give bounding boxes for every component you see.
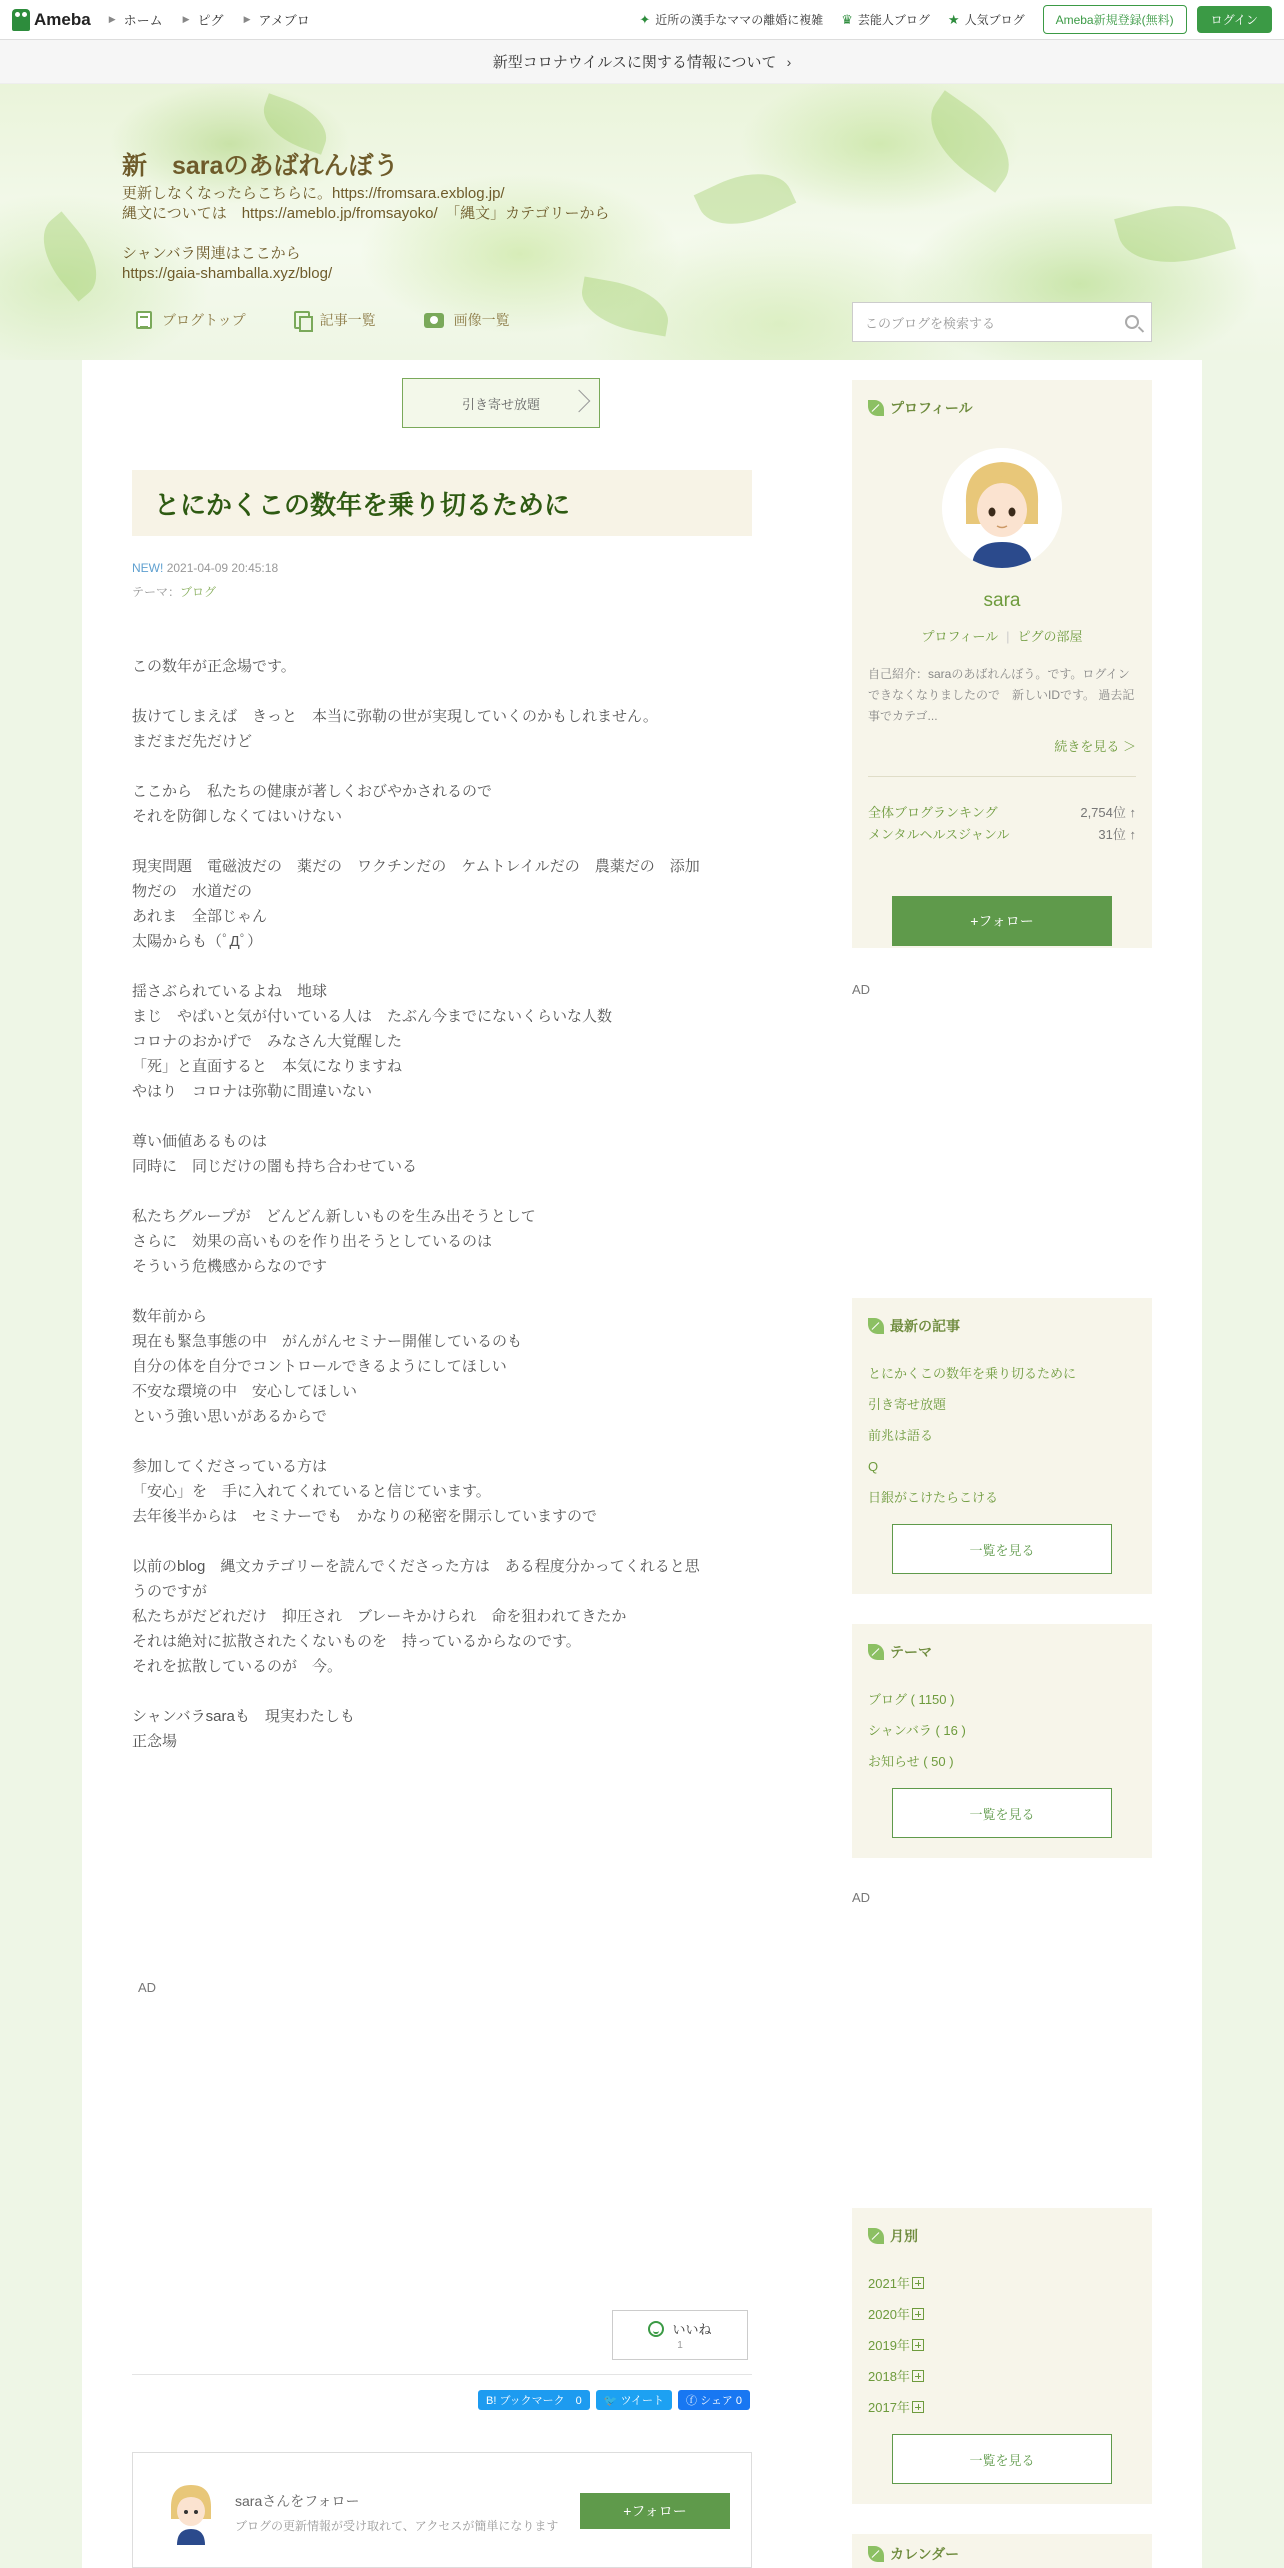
body-line: 現在も緊急事態の中 がんがんセミナー開催しているのも bbox=[132, 1333, 523, 1350]
profile-follow-button[interactable]: +フォロー bbox=[892, 896, 1112, 946]
body-line: やはり コロナは弥勒に間違いない bbox=[132, 1083, 373, 1100]
body-line: そういう危機感からなのです bbox=[132, 1258, 328, 1275]
like-label: いいね bbox=[672, 2322, 712, 2337]
divider: | bbox=[1006, 629, 1010, 644]
entry-title[interactable]: とにかくこの数年を乗り切るために bbox=[132, 470, 752, 536]
leaf-icon bbox=[868, 1318, 884, 1334]
like-count: 1 bbox=[677, 2340, 683, 2351]
twitter-icon: 🐦 bbox=[603, 2394, 618, 2407]
widget-heading bbox=[868, 398, 973, 418]
desc-line: シャンバラ関連はここから bbox=[122, 245, 301, 262]
body-line: 揺さぶられているよね 地球 bbox=[132, 983, 328, 1000]
smile-icon bbox=[648, 2321, 664, 2337]
desc-line: 更新しなくなったらこちらに。https://fromsara.exblog.jp/ bbox=[122, 185, 505, 202]
expand-icon[interactable] bbox=[912, 2277, 924, 2289]
leaf-icon bbox=[868, 2228, 884, 2244]
profile-name[interactable]: sara bbox=[983, 590, 1021, 611]
profile-links bbox=[852, 626, 1152, 645]
body-line: 太陽からも（ﾟДﾟ） bbox=[132, 933, 263, 950]
body-line: 現実問題 電磁波だの 薬だの ワクチンだの ケムトレイルだの 農薬だの 添加 bbox=[132, 858, 700, 875]
link-label: 人気ブログ bbox=[964, 13, 1025, 27]
body-line: シャンバラsaraも 現実わたしも bbox=[132, 1708, 355, 1725]
image-list-link[interactable] bbox=[424, 310, 510, 330]
header-right bbox=[639, 5, 1284, 34]
tweet-button[interactable] bbox=[596, 2390, 672, 2410]
global-header bbox=[0, 0, 1284, 40]
blog-header bbox=[0, 84, 1284, 360]
monthly-archive-widget bbox=[852, 2208, 1152, 2504]
body-line: この数年が正念場です。 bbox=[132, 658, 296, 675]
global-nav bbox=[109, 10, 330, 29]
leaf-decoration bbox=[577, 277, 673, 337]
leaf-decoration bbox=[913, 90, 1026, 192]
theme-link[interactable]: シャンバラ ( 16 ) bbox=[868, 1723, 966, 1738]
paragraph-break bbox=[132, 1429, 752, 1454]
crown-icon: ♛ bbox=[841, 11, 853, 27]
blog-nav-label: 記事一覧 bbox=[319, 312, 376, 328]
paragraph-break bbox=[132, 954, 752, 979]
paragraph-break bbox=[132, 1529, 752, 1554]
body-line: 「死」と直面すると 本気になりますね bbox=[132, 1058, 403, 1075]
blog-description bbox=[122, 184, 610, 284]
theme-prefix: テーマ： bbox=[132, 585, 181, 599]
featured-link[interactable] bbox=[639, 11, 823, 28]
body-line: 不安な環境の中 安心してほしい bbox=[132, 1383, 358, 1400]
covid-notice-bar[interactable] bbox=[0, 40, 1284, 84]
chevron-right-icon: › bbox=[786, 53, 792, 70]
body-line: 正念場 bbox=[132, 1733, 178, 1750]
body-line: まだまだ先だけど bbox=[132, 733, 253, 750]
blog-search-input[interactable] bbox=[852, 302, 1152, 342]
recent-entry-link[interactable]: とにかくこの数年を乗り切るために bbox=[868, 1366, 1077, 1381]
theme-widget bbox=[852, 1624, 1152, 1858]
body-line: それを拡散しているのが 今。 bbox=[132, 1658, 343, 1675]
paragraph-break bbox=[132, 829, 752, 854]
recent-entry-link[interactable]: 日銀がこけたらこける bbox=[868, 1490, 999, 1505]
month-item[interactable] bbox=[868, 2330, 924, 2361]
document-icon bbox=[136, 311, 152, 329]
nav-label: アメブロ bbox=[258, 13, 310, 28]
body-line: さらに 効果の高いものを作り出そうとしているのは bbox=[132, 1233, 493, 1250]
body-line: まじ やばいと気が付いている人は たぶん今までにないくらいな人数 bbox=[132, 1008, 613, 1025]
follow-button[interactable]: +フォロー bbox=[580, 2493, 730, 2529]
body-line: コロナのおかげで みなさん大覚醒した bbox=[132, 1033, 403, 1050]
body-line: 自分の体を自分でコントロールできるようにしてほしい bbox=[132, 1358, 507, 1375]
heading-label: テーマ bbox=[890, 1644, 932, 1660]
hatena-bookmark-button[interactable]: B! ブックマーク 0 bbox=[478, 2390, 590, 2410]
body-line: あれま 全部じゃん bbox=[132, 908, 268, 925]
ad-label: AD bbox=[138, 1980, 157, 1995]
blog-title[interactable]: 新 saraのあばれんぼう bbox=[122, 152, 399, 180]
nav-label: ピグ bbox=[197, 13, 224, 28]
see-all-months-button[interactable]: 一覧を見る bbox=[892, 2434, 1112, 2484]
desc-line: https://gaia-shamballa.xyz/blog/ bbox=[122, 265, 333, 282]
ameba-logo-text: Ameba bbox=[34, 9, 91, 29]
follow-card bbox=[132, 2452, 752, 2568]
body-line: それは絶対に拡散されたくないものを 持っているからなのです。 bbox=[132, 1633, 581, 1650]
leaf-icon bbox=[868, 1644, 884, 1660]
copy-icon bbox=[294, 311, 310, 329]
monthly-list bbox=[868, 2268, 924, 2423]
paragraph-break bbox=[132, 754, 752, 779]
blog-nav bbox=[136, 310, 558, 330]
follow-title: saraさんをフォロー bbox=[235, 2493, 360, 2509]
rank-value: 31位 ↑ bbox=[1098, 827, 1136, 842]
recent-entry-link[interactable]: 前兆は語る bbox=[868, 1428, 934, 1443]
paragraph-break bbox=[132, 1279, 752, 1304]
chevron-right-icon: ▶ bbox=[182, 14, 190, 24]
popular-blog-link[interactable] bbox=[948, 11, 1025, 28]
entry-body bbox=[132, 654, 752, 1754]
rank-value: 2,754位 ↑ bbox=[1080, 805, 1136, 820]
avatar bbox=[157, 2477, 225, 2545]
body-line: 同時に 同じだけの闇も持ち合わせている bbox=[132, 1158, 418, 1175]
body-line: ここから 私たちの健康が著しくおびやかされるので bbox=[132, 783, 493, 800]
chevron-right-icon: ▶ bbox=[243, 14, 251, 24]
ameba-frog-icon bbox=[12, 9, 30, 31]
new-badge: NEW! bbox=[132, 561, 164, 575]
recent-entries-list bbox=[868, 1358, 1076, 1513]
body-line: 抜けてしまえば きっと 本当に弥勒の世が実現していくのかもしれません。 bbox=[132, 708, 658, 725]
profile-intro: 自己紹介：saraのあばれんぼう。です。ログインできなくなりましたので 新しいIDです。 過去記事でカテゴ... bbox=[868, 667, 1135, 723]
paragraph-break bbox=[132, 1179, 752, 1204]
month-item[interactable] bbox=[868, 2392, 924, 2423]
link-label: 芸能人ブログ bbox=[857, 13, 930, 27]
entry-theme-link[interactable]: ブログ bbox=[180, 585, 217, 599]
month-label: 2021年 bbox=[868, 2276, 910, 2291]
next-entry-button[interactable] bbox=[402, 378, 600, 428]
body-line: 物だの 水道だの bbox=[132, 883, 253, 900]
rank-label: 全体ブログランキング bbox=[868, 805, 998, 820]
covid-notice-text: 新型コロナウイルスに関する情報について bbox=[492, 54, 777, 71]
login-button[interactable]: ログイン bbox=[1197, 6, 1272, 33]
body-line: という強い思いがあるからで bbox=[132, 1408, 327, 1425]
nav-pigg[interactable] bbox=[183, 10, 224, 29]
expand-icon[interactable] bbox=[912, 2401, 924, 2413]
pager-label: 引き寄せ放題 bbox=[461, 396, 540, 412]
read-more-link[interactable]: 続きを見る ＞ bbox=[1054, 739, 1136, 754]
body-line: うのですが bbox=[132, 1583, 208, 1600]
widget-heading bbox=[868, 2226, 918, 2246]
expand-icon[interactable] bbox=[912, 2339, 924, 2351]
entry-meta bbox=[132, 556, 278, 604]
month-item[interactable] bbox=[868, 2299, 924, 2330]
share-buttons bbox=[472, 2390, 750, 2410]
profile-widget bbox=[852, 380, 1152, 948]
heading-label: 最新の記事 bbox=[890, 1318, 960, 1334]
paragraph-break bbox=[132, 679, 752, 704]
recent-entry-link[interactable]: 引き寄せ放題 bbox=[868, 1397, 947, 1412]
leaf-icon bbox=[868, 400, 884, 416]
link-label: 近所の漢手なママの離婚に複雑 bbox=[655, 13, 824, 27]
widget-heading bbox=[868, 2544, 959, 2564]
follow-subtitle: ブログの更新情報が受け取れて、アクセスが簡単になります bbox=[235, 2519, 559, 2533]
search-icon[interactable] bbox=[1125, 315, 1139, 329]
body-line: 私たちグループが どんどん新しいものを生み出そうとして bbox=[132, 1208, 536, 1225]
body-line: 参加してくださっている方は bbox=[132, 1458, 328, 1475]
body-line: 去年後半からは セミナーでも かなりの秘密を開示していますので bbox=[132, 1508, 598, 1525]
body-line: 「安心」を 手に入れてくれていると信じています。 bbox=[132, 1483, 491, 1500]
profile-avatar[interactable] bbox=[942, 448, 1062, 568]
ad-label: AD bbox=[852, 1890, 871, 1905]
like-button[interactable] bbox=[612, 2310, 748, 2360]
chevron-right-icon bbox=[568, 390, 591, 413]
heading-label: 月別 bbox=[890, 2228, 918, 2244]
entry-list-link[interactable] bbox=[294, 310, 376, 330]
leaf-decoration bbox=[1114, 191, 1236, 277]
theme-list bbox=[868, 1684, 966, 1777]
body-line: 以前のblog 縄文カテゴリーを読んでくださった方は ある程度分かってくれると思 bbox=[132, 1558, 700, 1575]
expand-icon[interactable] bbox=[912, 2308, 924, 2320]
desc-line: 縄文については https://ameblo.jp/fromsayoko/ 「縄文」カテゴリーから bbox=[122, 205, 610, 222]
recent-entry-link[interactable]: Q bbox=[868, 1459, 879, 1474]
divider bbox=[868, 776, 1136, 777]
heading-label: カレンダー bbox=[890, 2546, 960, 2562]
facebook-icon: ⓕ bbox=[686, 2395, 698, 2407]
body-line: 尊い価値あるものは bbox=[132, 1133, 268, 1150]
month-label: 2018年 bbox=[868, 2369, 910, 2384]
recent-entries-widget bbox=[852, 1298, 1152, 1594]
sparkle-icon: ✦ bbox=[639, 11, 651, 27]
nav-label: ホーム bbox=[123, 13, 163, 28]
star-icon: ★ bbox=[947, 11, 960, 27]
paragraph-break bbox=[132, 1104, 752, 1129]
leaf-icon bbox=[868, 2546, 884, 2562]
rank-label: メンタルヘルスジャンル bbox=[868, 827, 1010, 842]
month-label: 2017年 bbox=[868, 2400, 910, 2415]
widget-heading bbox=[868, 1642, 932, 1662]
heading-label: プロフィール bbox=[890, 400, 973, 416]
nav-home[interactable] bbox=[109, 10, 163, 29]
blog-nav-label: 画像一覧 bbox=[453, 312, 510, 328]
body-line: 数年前から bbox=[132, 1308, 208, 1325]
overall-ranking[interactable] bbox=[868, 802, 1136, 821]
nav-ameblo[interactable] bbox=[244, 10, 310, 29]
leaf-decoration bbox=[694, 157, 797, 240]
tweet-label: ツイート bbox=[620, 2395, 665, 2407]
register-button[interactable]: Ameba新規登録(無料) bbox=[1043, 5, 1187, 34]
month-label: 2020年 bbox=[868, 2307, 910, 2322]
facebook-share-button[interactable] bbox=[678, 2390, 750, 2410]
chevron-right-icon: ▶ bbox=[108, 14, 116, 24]
profile-link[interactable]: プロフィール bbox=[921, 629, 999, 644]
month-item[interactable] bbox=[868, 2361, 924, 2392]
body-line: それを防御しなくてはいけない bbox=[132, 808, 343, 825]
entry-datetime: 2021-04-09 20:45:18 bbox=[166, 561, 279, 575]
body-line: 私たちがだどれだけ 抑圧され ブレーキかけられ 命を狙われてきたか bbox=[132, 1608, 627, 1625]
genre-ranking[interactable] bbox=[868, 824, 1136, 843]
see-all-themes-button[interactable]: 一覧を見る bbox=[892, 1788, 1112, 1838]
blog-nav-label: ブログトップ bbox=[162, 312, 246, 328]
celebrity-blog-link[interactable] bbox=[841, 11, 930, 28]
leaf-decoration bbox=[27, 211, 113, 301]
blog-top-link[interactable] bbox=[136, 310, 246, 330]
search-placeholder: このブログを検索する bbox=[865, 315, 996, 331]
share-label: シェア 0 bbox=[700, 2395, 743, 2407]
paragraph-break bbox=[132, 1679, 752, 1704]
calendar-widget bbox=[852, 2534, 1152, 2568]
pigg-room-link[interactable]: ピグの部屋 bbox=[1017, 629, 1083, 644]
camera-icon bbox=[424, 313, 444, 328]
ameba-logo[interactable] bbox=[12, 9, 91, 31]
widget-heading bbox=[868, 1316, 960, 1336]
see-all-entries-button[interactable]: 一覧を見る bbox=[892, 1524, 1112, 1574]
desc-spacer bbox=[122, 224, 610, 244]
month-label: 2019年 bbox=[868, 2338, 910, 2353]
main-content bbox=[82, 360, 1202, 2568]
theme-link[interactable]: ブログ ( 1150 ) bbox=[868, 1692, 955, 1707]
month-item[interactable] bbox=[868, 2268, 924, 2299]
expand-icon[interactable] bbox=[912, 2370, 924, 2382]
theme-link[interactable]: お知らせ ( 50 ) bbox=[868, 1754, 954, 1769]
divider bbox=[132, 2374, 752, 2375]
ad-label: AD bbox=[852, 982, 871, 997]
